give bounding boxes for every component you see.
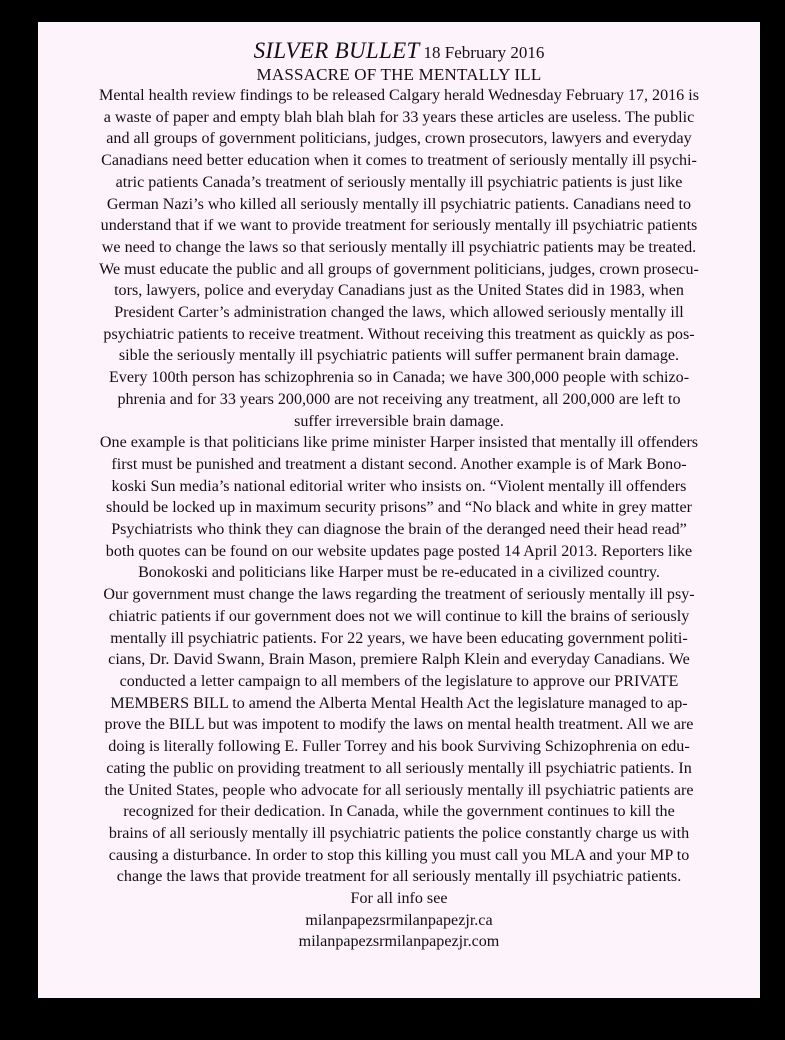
article	[38, 39, 760, 953]
document-subtitle: MASSACRE OF THE MENTALLY ILL	[256, 65, 542, 84]
paragraph: Mental health review findings to be released Calgary herald Wednesday February 17, 2016 is a waste of paper and empty blah blah blah for 33 years these articles are useless. The public and all groups of government politicians, judges, crown prosecutors, lawyers and everyday Canadians need better education when it comes to treatment of seriously mentally ill psychi- atric patients Canada’s treatment of seriously mentally ill psychiatric patients is just like German Nazi’s who killed all seriously mentally ill psychiatric patients. Canadians need to understand that if we want to provide treatment for seriously mentally ill psychiatric patients we need to change the laws so that seriously mentally ill psychiatric patients may be treated. We must educate the public and all groups of government politicians, judges, crown prosecu- tors, lawyers, police and everyday Canadians just as the United States did in 1983, when President Carter’s administration changed the laws, which allowed seriously mentally ill psychiatric patients to receive treatment. Without receiving this treatment as quickly as pos- sible the seriously mentally ill psychiatric patients will suffer permanent brain damage. Every 100th person has schizophrenia so in Canada; we have 300,000 people with schizo- phrenia and for 33 years 200,000 are not receiving any treatment, all 200,000 are left to suffer irreversible brain damage.	[99, 87, 699, 430]
document-page	[38, 22, 760, 998]
document-title: SILVER BULLET	[253, 38, 420, 63]
website-link[interactable]: milanpapezsrmilanpapezjr.ca	[305, 911, 493, 929]
info-label: For all info see	[350, 890, 448, 908]
header-line	[38, 39, 760, 65]
paragraph: One example is that politicians like prime minister Harper insisted that mentally ill offenders first must be punished and treatment a distant second. Another example is of Mark Bono- koski Sun media’s national editorial writer who insists on. “Violent mentally ill offenders should be locked up in maximum security prisons” and “No black and white in grey matter Psychiatrists who think they can diagnose the brain of the deranged need their head read” both quotes can be found on our website updates page posted 14 April 2013. Reporters like Bonokoski and politicians like Harper must be re-educated in a civilized country.	[99, 434, 699, 582]
document-date: 18 February 2016	[423, 43, 545, 62]
paragraph: Our government must change the laws regarding the treatment of seriously mentally ill psy- chiatric patients if our government does not we will continue to kill the brains of seriously mentally ill psychiatric patients. For 22 years, we have been educating government politi- cians, Dr. David Swann, Brain Mason, premiere Ralph Klein and everyday Canadians. We conducted a letter campaign to all members of the legislature to approve our PRIVATE MEMBERS BILL to amend the Alberta Mental Health Act the legislature managed to ap- prove the BILL but was impotent to modify the laws on mental health treatment. All we are doing is literally following E. Fuller Torrey and his book Surviving Schizophrenia on edu- cating the public on providing treatment to all seriously mentally ill psychiatric patients. In the United States, people who advocate for all seriously mentally ill psychiatric patients are recognized for their dedication. In Canada, while the government continues to kill the brains of all seriously mentally ill psychiatric patients the police constantly charge us with causing a disturbance. In order to stop this killing you must call you MLA and your MP to change the laws that provide treatment for all seriously mentally ill psychiatric patients.	[103, 586, 695, 886]
website-link[interactable]: milanpapezsrmilanpapezjr.com	[298, 933, 500, 951]
contact-footer	[38, 888, 760, 953]
